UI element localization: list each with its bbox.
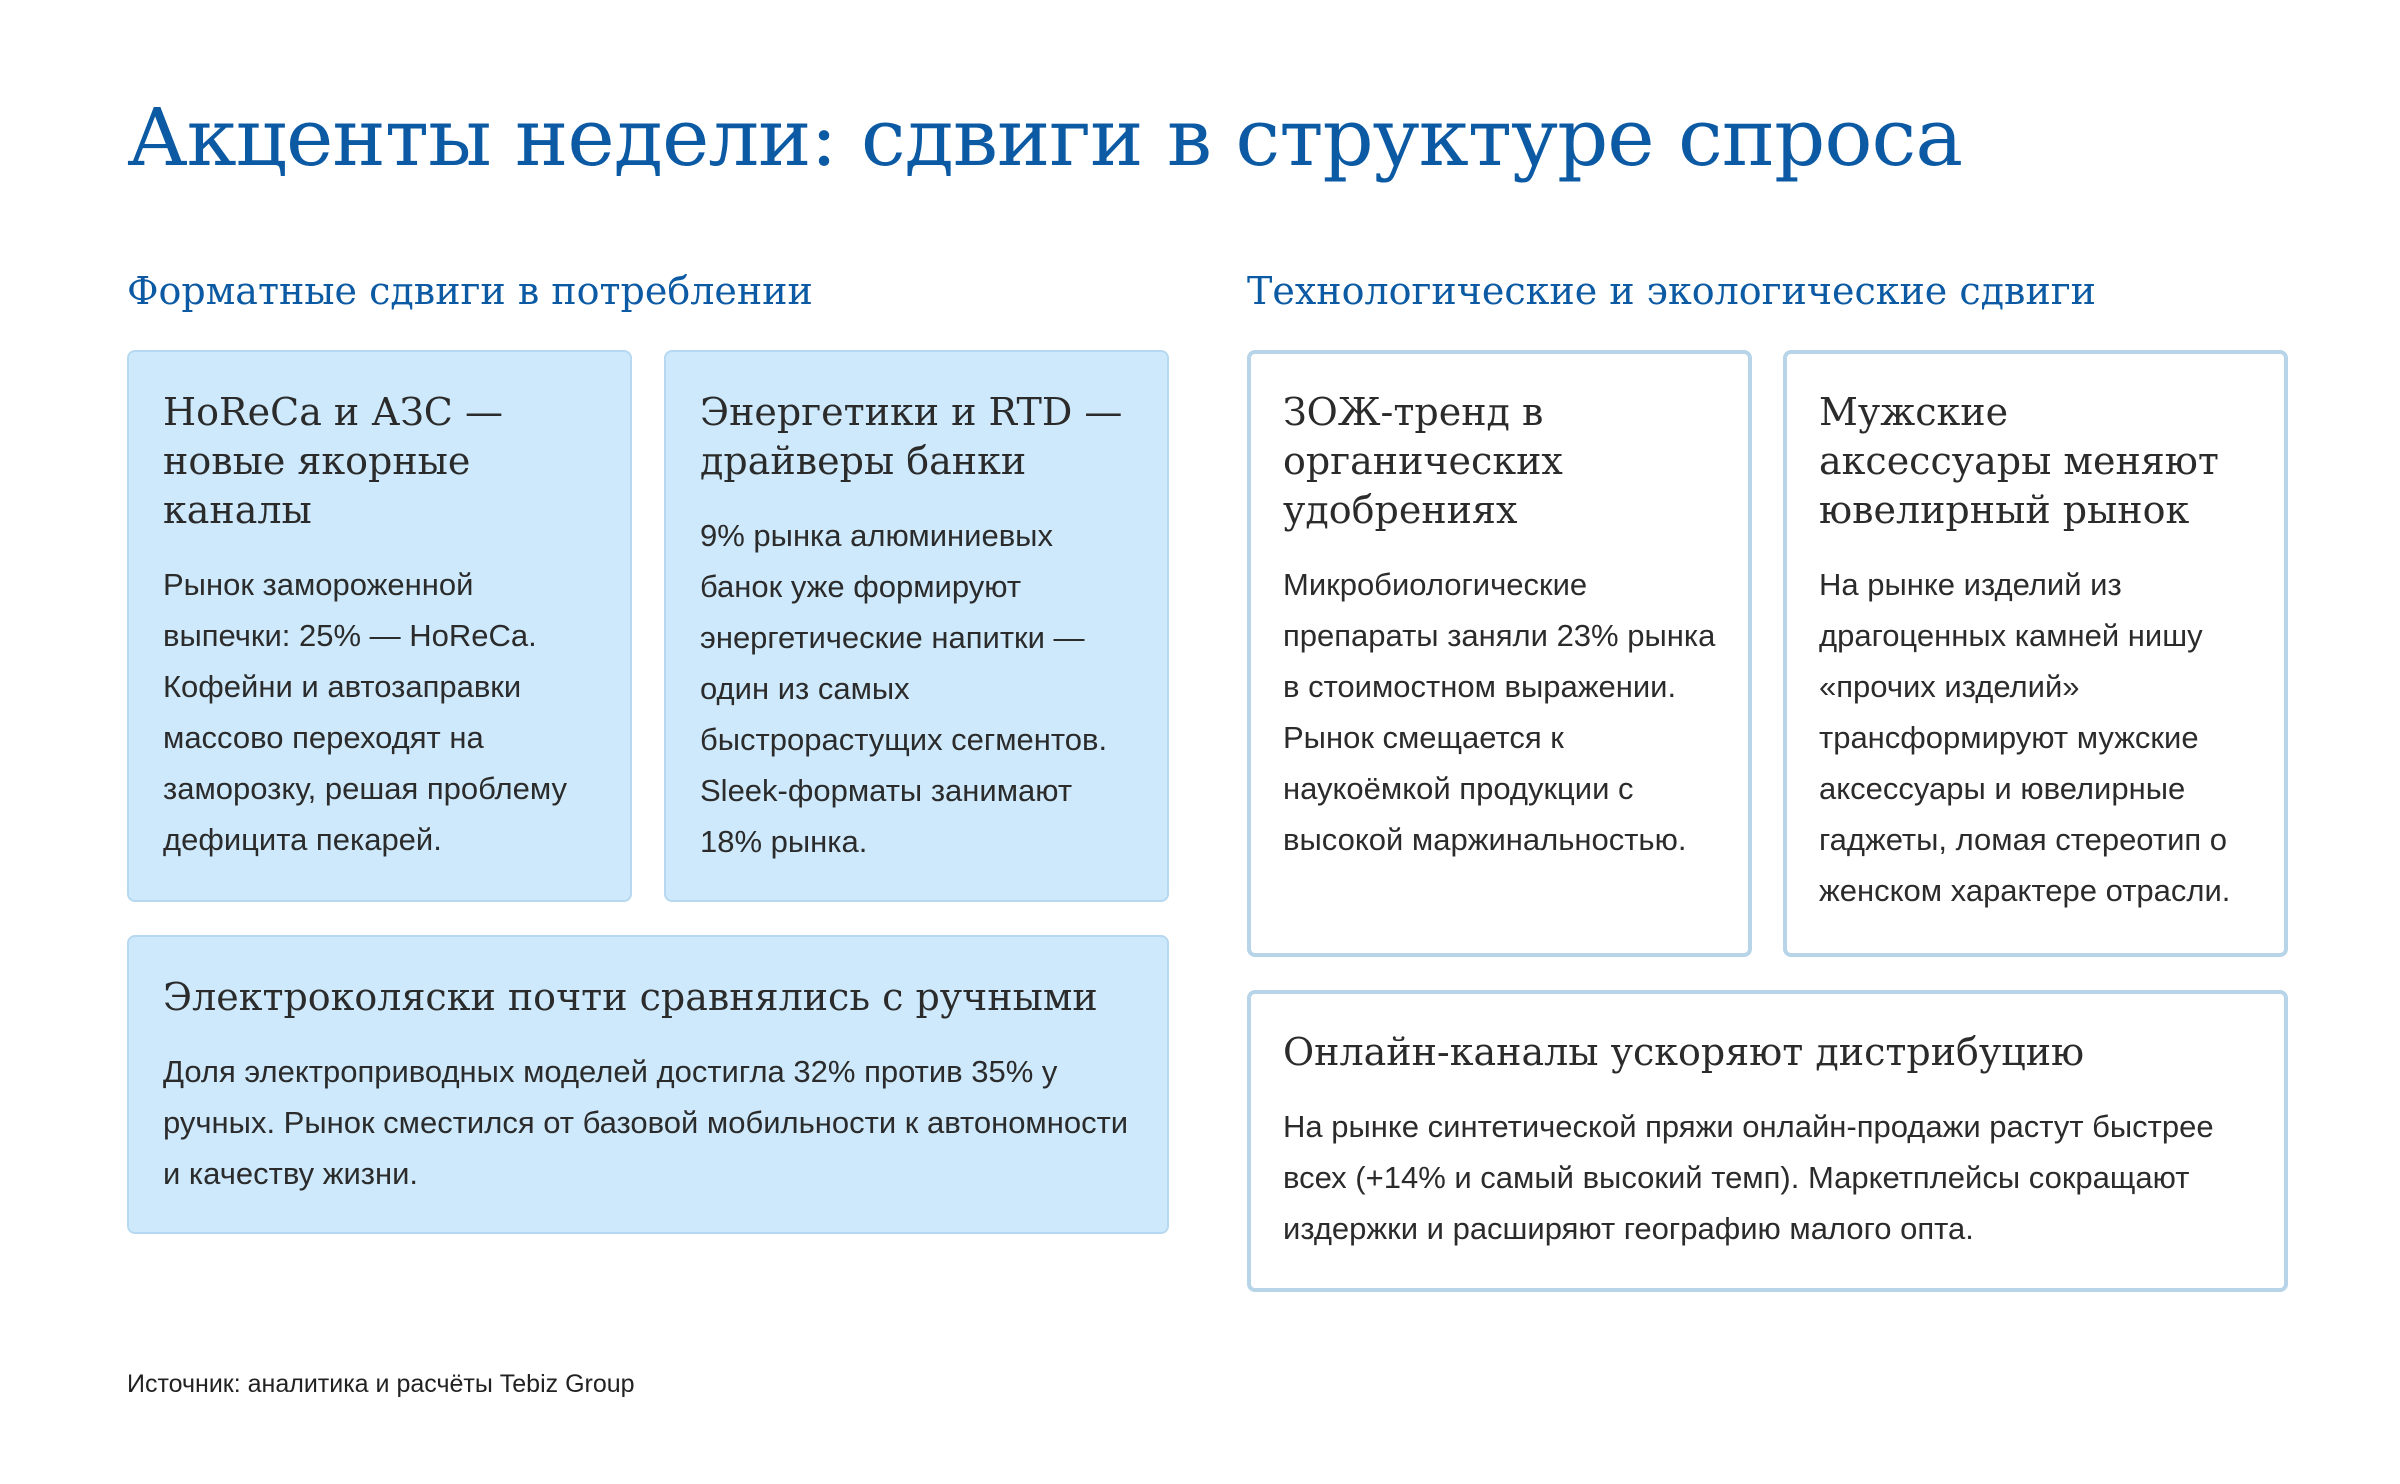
source-note: Источник: аналитика и расчёты Tebiz Group (127, 1370, 635, 1398)
card-title: Мужские аксессуары меняют ювелирный рынок (1819, 390, 2219, 532)
card-online-channels (1247, 990, 2288, 1292)
card-text: На рынке синтетической пряжи онлайн-продажи растут быстрее всех (+14% и самый высокий темп). Маркетплейсы сокращают издержки и расширяют географию малого опта. (1283, 1109, 2214, 1246)
card-mens-accessories (1783, 350, 2288, 957)
card-text: На рынке изделий из драгоценных камней нишу «прочих изделий» трансформируют мужские аксессуары и ювелирные гаджеты, ломая стереотип о женском характере отрасли. (1819, 567, 2231, 908)
card-text: 9% рынка алюминиевых банок уже формируют энергетические напитки — один из самых быстрорастущих сегментов. Sleek-форматы занимают 18% рынка. (700, 518, 1108, 859)
card-text: Доля электроприводных моделей достигла 32% против 35% у ручных. Рынок сместился от базовой мобильности к автономности и качеству жизни. (163, 1054, 1129, 1191)
card-title: Электроколяски почти сравнялись с ручными (163, 975, 1098, 1019)
card-text: Микробиологические препараты заняли 23% рынка в стоимостном выражении. Рынок смещается к наукоёмкой продукции с высокой маржинальностью. (1283, 567, 1716, 857)
card-organic-fertilizers (1247, 350, 1752, 957)
page-title: Акценты недели: сдвиги в структуре спроса (127, 91, 1963, 184)
card-energy-rtd (664, 350, 1169, 902)
card-title: HoReCa и АЗС — новые якорные каналы (163, 390, 503, 532)
section-title-format-shifts: Форматные сдвиги в потреблении (127, 269, 813, 313)
section-title-tech-eco-shifts: Технологические и экологические сдвиги (1247, 269, 2097, 313)
card-horeca-azs (127, 350, 632, 902)
card-title: Онлайн-каналы ускоряют дистрибуцию (1283, 1030, 2085, 1074)
card-title: ЗОЖ-тренд в органических удобрениях (1283, 390, 1563, 532)
card-title: Энергетики и RTD — драйверы банки (700, 390, 1123, 483)
card-text: Рынок замороженной выпечки: 25% — HoReCa. Кофейни и автозаправки массово переходят на заморозку, решая проблему дефицита пекарей. (163, 567, 567, 857)
card-electric-wheelchairs (127, 935, 1169, 1234)
